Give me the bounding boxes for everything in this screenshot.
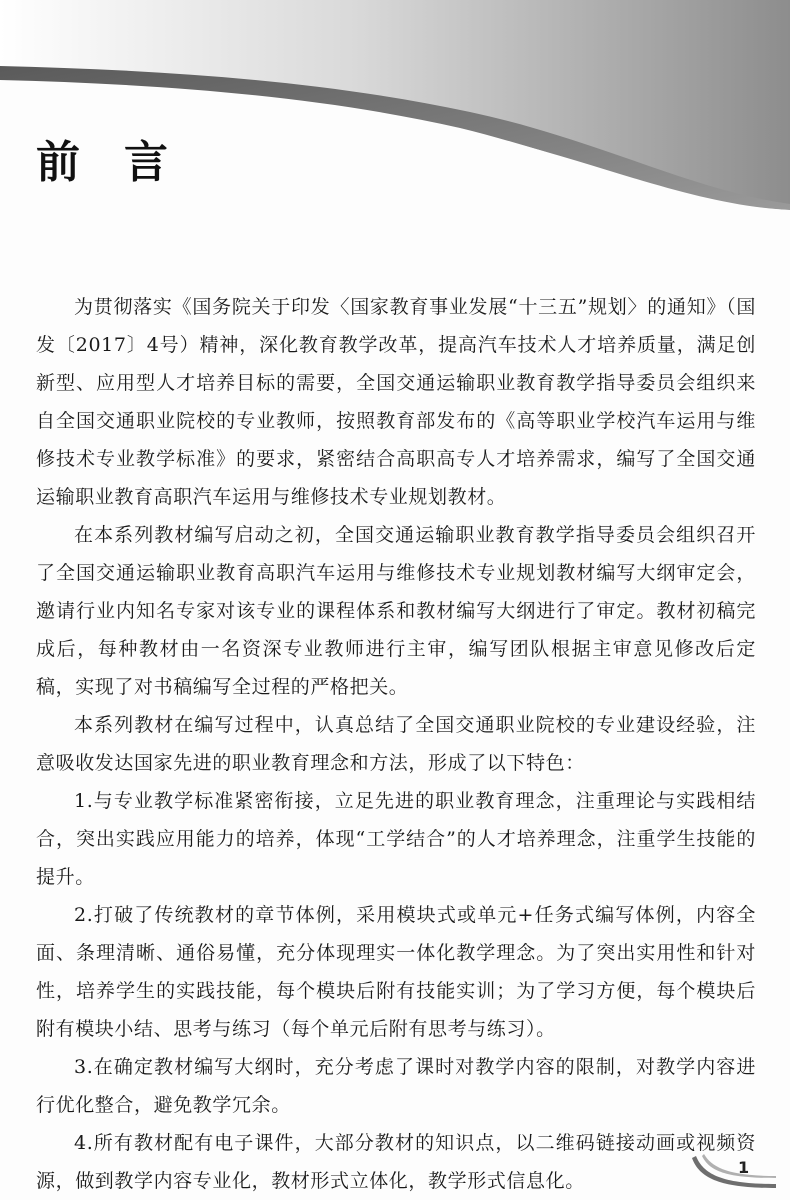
feature-item: 4.所有教材配有电子课件，大部分教材的知识点，以二维码链接动画或视频资源，做到教学内容专业化，教材形式立体化，教学形式信息化。 — [36, 1132, 756, 1192]
paragraph: 本系列教材在编写过程中，认真总结了全国交通职业院校的专业建设经验，注意吸收发达国家先进的职业教育理念和方法，形成了以下特色： — [36, 714, 756, 774]
feature-item: 2.打破了传统教材的章节体例，采用模块式或单元+任务式编写体例，内容全面、条理清晰、通俗易懂，充分体现理实一体化教学理念。为了突出实用性和针对性，培养学生的实践技能，每个模块后附有技能实训；为了学习方便，每个模块后附有模块小结、思考与练习（每个单元后附有思考与练习）。 — [36, 904, 756, 1040]
page-footer-ornament — [690, 1150, 776, 1190]
paragraph: 在本系列教材编写启动之初，全国交通运输职业教育教学指导委员会组织召开了全国交通运输职业教育高职汽车运用与维修技术专业规划教材编写大纲审定会，邀请行业内知名专家对该专业的课程体系和教材编写大纲进行了审定。教材初稿完成后，每种教材由一名资深专业教师进行主审，编写团队根据主审意见修改后定稿，实现了对书稿编写全过程的严格把关。 — [36, 524, 756, 698]
page-number: 1 — [738, 1158, 750, 1177]
feature-item: 3.在确定教材编写大纲时，充分考虑了课时对教学内容的限制，对教学内容进行优化整合，避免教学冗余。 — [36, 1056, 756, 1116]
preface-body — [36, 288, 756, 1200]
feature-item: 1.与专业教学标准紧密衔接，立足先进的职业教育理念，注重理论与实践相结合，突出实践应用能力的培养，体现“工学结合”的人才培养理念，注重学生技能的提升。 — [36, 790, 756, 888]
page-title: 前言 — [36, 137, 212, 188]
paragraph: 为贯彻落实《国务院关于印发〈国家教育事业发展“十三五”规划〉的通知》（国发〔2017〕4号）精神，深化教育教学改革，提高汽车技术人才培养质量，满足创新型、应用型人才培养目标的需要，全国交通运输职业教育教学指导委员会组织来自全国交通职业院校的专业教师，按照教育部发布的《高等职业学校汽车运用与维修技术专业教学标准》的要求，紧密结合高职高专人才培养需求，编写了全国交通运输职业教育高职汽车运用与维修技术专业规划教材。 — [36, 296, 756, 508]
